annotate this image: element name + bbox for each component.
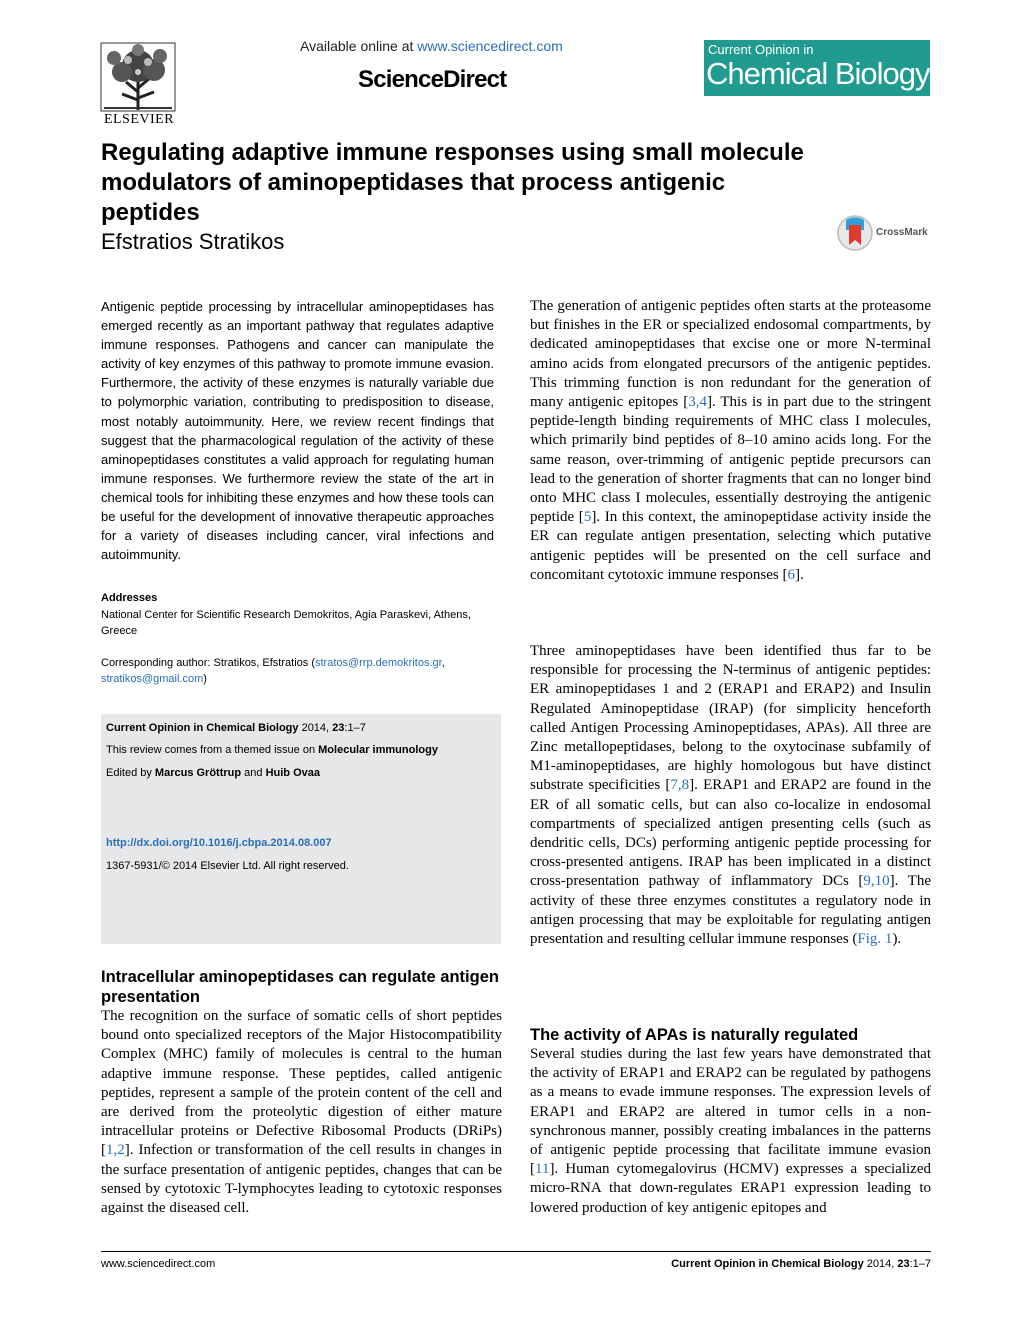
footer-journal: Current Opinion in Chemical Biology — [671, 1258, 864, 1270]
rpara1-d: ]. — [794, 566, 804, 583]
abstract: Antigenic peptide processing by intracellular aminopeptidases has emerged recently as an important pathway that regulates adaptive immune responses. Pathogens and cancer can manipulate the activity of key enzymes of this pathway to promote immune evasion. Furthermore, the activity of these enzymes is naturally variable due to polymorphic variation, contributing to predisposition to disease, most notably autoimmunity. Here, we review recent findings that suggest that the pharmacological regulation of the activity of these aminopeptidases constitutes a valid approach for regulating human immune responses. We furthermore review the state of the art in chemical tools for inhibiting these enzymes and how these tools can be useful for the development of innovative therapeutic approaches for a variety of diseases including cancer, viral infections and autoimmunity. — [101, 299, 494, 563]
rpara2-b: ]. ERAP1 and ERAP2 are found in the ER of all somatic cells, but can also co-localize in endosomal compartments of specialized antigen presenting cells (such as dendritic cells, DCs) performing antigenic peptide processing for cross-presented antigens. IRAP has been implicated in a distinct cross-presentation pathway of inflammatory DCs [ — [530, 777, 931, 890]
ref-link-1-2[interactable]: 1,2 — [106, 1142, 125, 1159]
corresponding-separator: , — [441, 657, 445, 669]
info-editors — [106, 767, 320, 779]
info-citation — [106, 722, 366, 734]
section-heading-intracellular: Intracellular aminopeptidases can regulate antigen presentation — [101, 968, 499, 1006]
corresponding-prefix: Corresponding author: Stratikos, Efstratios ( — [101, 657, 315, 669]
crossmark-label: CrossMark — [876, 227, 928, 238]
elsevier-wordmark: ELSEVIER — [103, 112, 175, 127]
email-link-1[interactable]: stratos@rrp.demokritos.gr — [314, 657, 442, 669]
rpara3-b: ]. Human cytomegalovirus (HCMV) expresses a specialized micro-RNA that down-regulates ERAP1 expression leading to lowered production of key antigenic epitopes and — [530, 1161, 931, 1216]
section1-text-a: The recognition on the surface of somatic cells of short peptides bound onto specialized receptors of the Major Histocompatibility Complex (MHC) family of molecules is central to the human adaptive immune response. These peptides, called antigenic peptides, represent a sample of the protein content of the cell and are derived from the proteolytic digestion of either mature intracellular proteins or Defective Ribosomal Products (DRiPs) [ — [101, 1008, 502, 1159]
section-intracellular-text — [101, 1007, 502, 1218]
ref-link-9-10[interactable]: 9,10 — [863, 873, 890, 890]
paragraph-generation — [530, 297, 931, 585]
rpara1-c: ]. In this context, the aminopeptidase activity inside the ER can regulate antigen presentation, selecting which putative antigenic peptides will be presented on the cell surface and concomitant cytotoxic immune responses [ — [530, 509, 931, 583]
ref-link-5[interactable]: 5 — [583, 509, 592, 526]
info-edited-and: and — [241, 767, 266, 779]
rpara1-a: The generation of antigenic peptides often starts at the proteasome but finishes in the ER or specialized endosomal compartments, by dedicated aminopeptidases that excise one or more N-terminal amino acids from elongated precursors of the antigenic peptides. This trimming function is non redundant for the generation of many antigenic epitopes [ — [530, 298, 931, 411]
corresponding-suffix: ) — [203, 673, 207, 685]
paragraph-three-aminopeptidases — [530, 642, 931, 949]
addresses-heading: Addresses — [101, 592, 158, 604]
article-info-box — [101, 714, 501, 944]
section-heading-apas-regulated: The activity of APAs is naturally regulated — [530, 1026, 859, 1044]
journal-banner-line2: Chemical Biology — [706, 56, 930, 91]
figure-1-link[interactable]: Fig. 1 — [857, 931, 893, 948]
footer-year: 2014, — [863, 1258, 898, 1270]
rpara2-d: ). — [892, 931, 902, 948]
info-pages: :1–7 — [344, 722, 366, 734]
info-theme — [106, 744, 438, 756]
addresses-text: National Center for Scientific Research Demokritos, Agia Paraskevi, Athens, Greece — [101, 609, 471, 637]
article-author: Efstratios Stratikos — [101, 229, 285, 254]
ref-link-3-4[interactable]: 3,4 — [688, 394, 707, 411]
rpara2-a: Three aminopeptidases have been identified thus far to be responsible for processing the N-terminus of antigenic peptides: ER aminopeptidases 1 and 2 (ERAP1 and ERAP2) and Insulin Regulated Aminopeptidase (IRAP) (for simplicity henceforth called Antigen Processing Aminopeptidases, APAs). All three are Zinc metallopeptidases, belong to the oxytocinase subfamily of M1-aminopeptidases, are highly homologous but have distinct substrate specificities [ — [530, 643, 931, 794]
rpara2-c: ]. The activity of these three enzymes constitutes a regulatory node in antigen processing that may be exploitable for regulating antigen presentation and resulting cellular immune responses ( — [530, 873, 931, 948]
article-title: Regulating adaptive immune responses using small molecule modulators of aminopeptidases that process antigenic peptides — [101, 139, 804, 226]
footer-pages: :1–7 — [909, 1258, 931, 1270]
journal-banner-line1: Current Opinion in — [708, 42, 814, 57]
sciencedirect-logo: ScienceDirect — [358, 66, 507, 93]
info-year: 2014, — [298, 722, 333, 734]
available-online — [300, 38, 563, 54]
info-journal: Current Opinion in Chemical Biology — [106, 722, 299, 734]
info-theme-name: Molecular immunology — [318, 744, 438, 756]
info-theme-prefix: This review comes from a themed issue on — [106, 744, 319, 756]
rpara1-b: ]. This is in part due to the stringent peptide-length binding requirements of MHC class I molecules, which primarily bind peptides of 8–10 amino acids long. For the same reason, over-trimming of antigenic peptide precursors can lead to the generation of shorter fragments that can no longer bind onto MHC class I molecules, essentially destroying the antigenic peptide [ — [530, 394, 931, 526]
ref-link-6[interactable]: 6 — [787, 566, 795, 583]
available-prefix: Available online at — [300, 38, 418, 54]
sciencedirect-link[interactable]: www.sciencedirect.com — [417, 38, 563, 54]
footer-volume: 23 — [897, 1258, 910, 1270]
journal-banner — [704, 40, 930, 96]
crossmark-icon — [836, 214, 874, 252]
footer-citation — [671, 1258, 931, 1270]
rpara3-a: Several studies during the last few years have demonstrated that the activity of ERAP1 and ERAP2 can be regulated by pathogens as a means to evade immune responses. The expression levels of ERAP1 and ERAP2 are altered in tumor cells in a non-synchronous manner, possibly creating imbalances in the patterns of antigenic peptide processing that facilitate immune evasion [ — [530, 1046, 931, 1178]
info-copyright: 1367-5931/© 2014 Elsevier Ltd. All right reserved. — [106, 860, 349, 872]
info-doi — [106, 837, 332, 849]
section1-text-b: ]. Infection or transformation of the cell results in changes in the surface presentation of antigenic peptides, changes that can be sensed by cytotoxic T-lymphocytes leading to cytotoxic responses against the diseased cell. — [101, 1142, 502, 1217]
info-edited-prefix: Edited by — [106, 767, 155, 779]
footer-rule — [101, 1251, 931, 1252]
ref-link-7-8[interactable]: 7,8 — [670, 777, 690, 794]
footer-website: www.sciencedirect.com — [101, 1258, 216, 1270]
info-volume: 23 — [332, 722, 345, 734]
corresponding-author — [101, 655, 501, 687]
doi-link[interactable]: http://dx.doi.org/10.1016/j.cbpa.2014.08.007 — [106, 837, 332, 849]
email-link-2[interactable]: stratikos@gmail.com — [101, 673, 204, 685]
crossmark-badge[interactable] — [836, 214, 936, 254]
info-editor-1: Marcus Gröttrup — [154, 767, 242, 779]
ref-link-11[interactable]: 11 — [535, 1161, 550, 1178]
info-editor-2: Huib Ovaa — [265, 767, 320, 779]
elsevier-logo — [98, 42, 180, 128]
elsevier-tree-icon — [100, 42, 176, 112]
paragraph-apas-regulated — [530, 1045, 931, 1218]
